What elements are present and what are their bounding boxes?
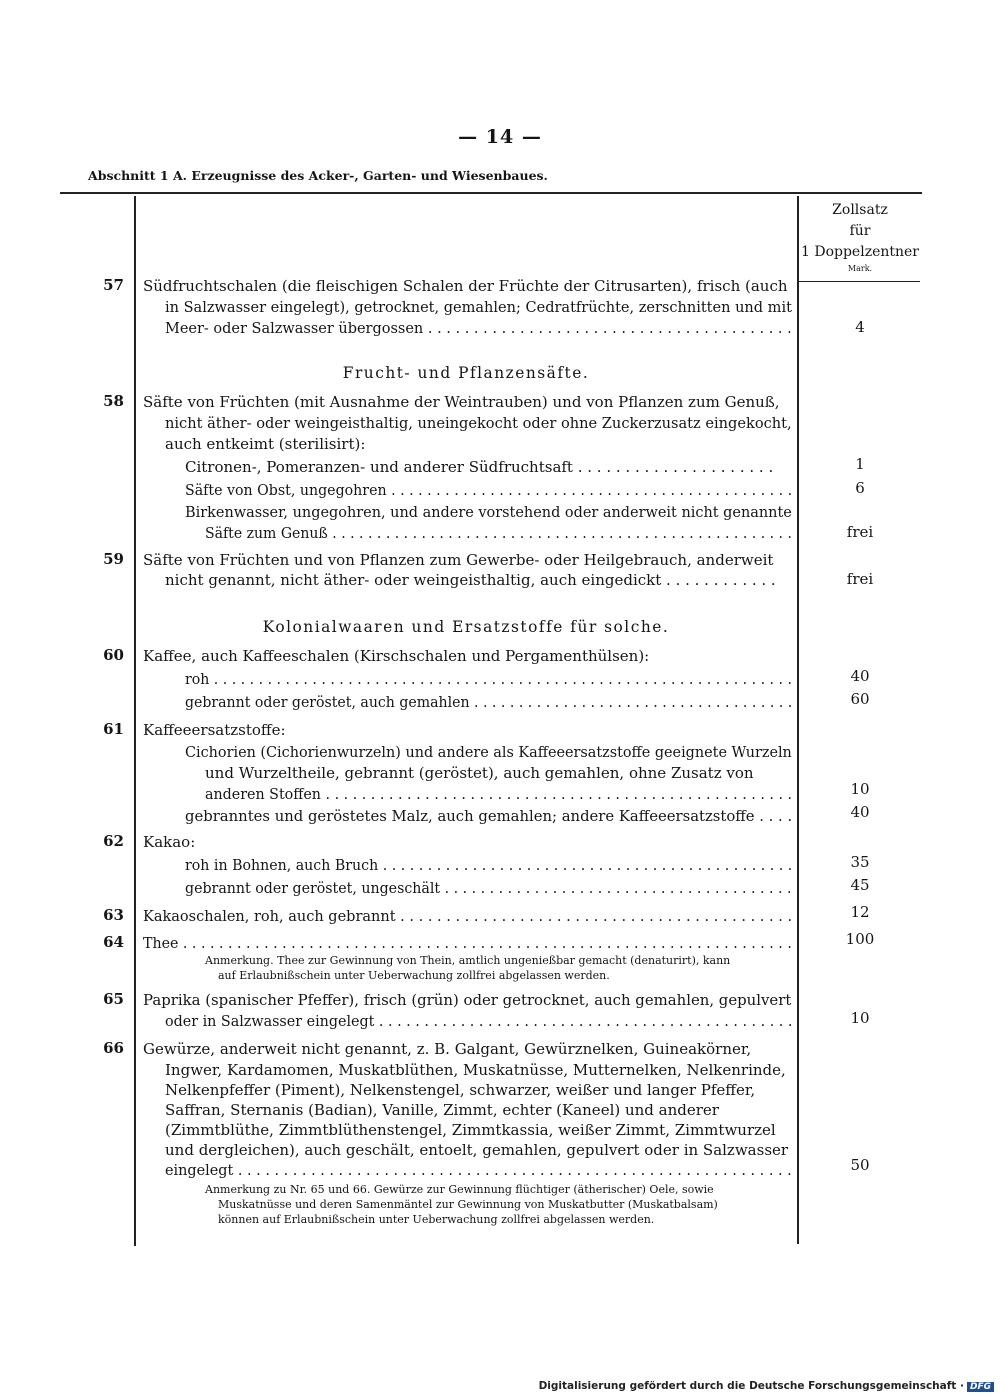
entry-subitem: gebranntes und geröstetes Malz, auch gemahlen; andere Kaffeeersatzstoffe . . . . — [185, 807, 793, 825]
rate-value: 45 — [850, 876, 870, 894]
rate-value: 10 — [850, 1009, 870, 1027]
rate-value: 50 — [850, 1156, 870, 1174]
rate-value: 60 — [850, 690, 870, 708]
entry-subitem: gebrannt oder geröstet, ungeschält . . . . . . . . . . . . . . . . . . . . . . . . . . . . . . . . . . . . . . . — [185, 879, 792, 897]
entry-text: Thee . . . . . . . . . . . . . . . . . . . . . . . . . . . . . . . . . . . . . . . . . . . . . . . . . . . . . . . . . . . . . . . . . . . . — [143, 934, 792, 952]
digitization-credit — [539, 1380, 994, 1392]
entry-text: Kaffee, auch Kaffeeschalen (Kirschschalen und Pergamenthülsen): — [143, 647, 650, 665]
rate-value: 35 — [850, 853, 870, 871]
rate-value: 4 — [855, 318, 865, 336]
entry-number: 63 — [103, 906, 124, 924]
rate-header-unit: Mark. — [847, 264, 873, 273]
entry-text: und dergleichen), auch geschält, entoelt, gemahlen, gepulvert oder in Salzwasser — [165, 1141, 789, 1159]
entry-subitem: Säfte von Obst, ungegohren . . . . . . . . . . . . . . . . . . . . . . . . . . . . . . . . . . . . . . . . . . . . . — [185, 481, 793, 499]
entry-text: oder in Salzwasser eingelegt . . . . . . . . . . . . . . . . . . . . . . . . . . . . . . . . . . . . . . . . . . . . . . — [165, 1012, 793, 1030]
entry-text: nicht äther- oder weingeisthaltig, uneingekocht oder ohne Zuckerzusatz eingekocht, — [165, 414, 792, 432]
entry-text: nicht genannt, nicht äther- oder weingeisthaltig, auch eingedickt . . . . . . . . . . . . — [165, 571, 776, 589]
rate-value: 40 — [850, 803, 870, 821]
entry-number: 61 — [103, 720, 124, 738]
entry-text: Kakaoschalen, roh, auch gebrannt . . . . . . . . . . . . . . . . . . . . . . . . . . . . . . . . . . . . . . . . . . . — [143, 907, 793, 925]
rate-header-rule — [799, 281, 920, 282]
table-top-rule — [60, 192, 922, 194]
entry-text: Meer- oder Salzwasser übergossen . . . . . . . . . . . . . . . . . . . . . . . . . . . . . . . . . . . . . . . . — [165, 319, 792, 337]
entry-text: Säfte von Früchten und von Pflanzen zum Gewerbe- oder Heilgebrauch, anderweit — [143, 551, 774, 569]
rate-value: 40 — [850, 667, 870, 685]
entry-subitem: Säfte zum Genuß . . . . . . . . . . . . . . . . . . . . . . . . . . . . . . . . . . . . . . . . . . . . . . . . . . . . — [205, 524, 792, 542]
entry-subitem: und Wurzeltheile, gebrannt (geröstet), auch gemahlen, ohne Zusatz von — [205, 764, 754, 782]
annotation: auf Erlaubnißschein unter Ueberwachung zollfrei abgelassen werden. — [218, 969, 610, 982]
entry-text: Ingwer, Kardamomen, Muskatblüthen, Muskatnüsse, Mutternelken, Nelkenrinde, — [165, 1061, 786, 1079]
number-column-rule — [134, 196, 136, 1246]
rate-value: 100 — [845, 930, 875, 948]
entry-subitem: roh . . . . . . . . . . . . . . . . . . . . . . . . . . . . . . . . . . . . . . . . . . . . . . . . . . . . . . . . . . . . . . . . . — [185, 670, 792, 688]
rate-header-line2: für — [849, 223, 871, 239]
entry-text: Kakao: — [143, 833, 196, 851]
entry-number: 64 — [103, 933, 124, 951]
entry-text: Saffran, Sternanis (Badian), Vanille, Zimmt, echter (Kaneel) und anderer — [165, 1101, 719, 1119]
page-number: — 14 — — [458, 126, 542, 148]
annotation: können auf Erlaubnißschein unter Ueberwachung zollfrei abgelassen werden. — [218, 1213, 655, 1226]
annotation: Muskatnüsse und deren Samenmäntel zur Gewinnung von Muskatbutter (Muskatbalsam) — [218, 1198, 718, 1211]
entry-text: Gewürze, anderweit nicht genannt, z. B. Galgant, Gewürznelken, Guineakörner, — [143, 1040, 752, 1058]
annotation: Anmerkung zu Nr. 65 und 66. Gewürze zur Gewinnung flüchtiger (ätherischer) Oele, sowie — [205, 1183, 714, 1196]
rate-column-header — [800, 200, 920, 275]
credit-text: Digitalisierung gefördert durch die Deutsche Forschungsgemeinschaft · — [538, 1380, 964, 1392]
entry-text: in Salzwasser eingelegt), getrocknet, gemahlen; Cedratfrüchte, zerschnitten und mit — [165, 298, 792, 316]
rate-column-rule — [797, 196, 799, 1244]
rate-value: 1 — [855, 455, 865, 473]
entry-number: 65 — [103, 990, 124, 1008]
rate-value: frei — [846, 523, 874, 541]
entry-number: 62 — [103, 832, 124, 850]
entry-text: Säfte von Früchten (mit Ausnahme der Weintrauben) und von Pflanzen zum Genuß, — [143, 393, 780, 411]
entry-text: auch entkeimt (sterilisirt): — [165, 435, 366, 453]
entry-text: Nelkenpfeffer (Piment), Nelkenstengel, schwarzer, weißer und langer Pfeffer, — [165, 1081, 756, 1099]
entry-text: (Zimmtblüthe, Zimmtblüthenstengel, Zimmtkassia, weißer Zimmt, Zimmtwurzel — [165, 1121, 776, 1139]
section-header: Abschnitt 1 A. Erzeugnisse des Acker-, Garten- und Wiesenbaues. — [88, 168, 548, 183]
rate-value: frei — [846, 570, 874, 588]
entry-number: 66 — [103, 1039, 124, 1057]
entry-number: 57 — [103, 276, 124, 294]
rate-header-line1: Zollsatz — [832, 202, 888, 218]
entry-text: eingelegt . . . . . . . . . . . . . . . . . . . . . . . . . . . . . . . . . . . . . . . . . . . . . . . . . . . . . . . . . . . . . — [165, 1161, 792, 1179]
entry-number: 58 — [103, 392, 124, 410]
dfg-logo: DFG — [967, 1382, 994, 1392]
entry-number: 60 — [103, 646, 124, 664]
entry-text: Südfruchtschalen (die fleischigen Schalen der Früchte der Citrusarten), frisch (auch — [143, 277, 788, 295]
entry-subitem: roh in Bohnen, auch Bruch . . . . . . . . . . . . . . . . . . . . . . . . . . . . . . . . . . . . . . . . . . . . . . — [185, 856, 793, 874]
entry-subitem: gebrannt oder geröstet, auch gemahlen . . . . . . . . . . . . . . . . . . . . . . . . . . . . . . . . . . . . — [185, 693, 793, 711]
rate-value: 12 — [850, 903, 870, 921]
rate-value: 10 — [850, 780, 870, 798]
group-heading: Kolonialwaaren und Ersatzstoffe für solche. — [262, 618, 670, 636]
entry-subitem: Citronen-, Pomeranzen- und anderer Südfruchtsaft . . . . . . . . . . . . . . . . . . . . . — [185, 458, 774, 476]
rate-header-line3: 1 Doppelzentner — [801, 244, 919, 260]
entry-text: Paprika (spanischer Pfeffer), frisch (grün) oder getrocknet, auch gemahlen, gepulvert — [143, 991, 792, 1009]
entry-subitem: anderen Stoffen . . . . . . . . . . . . . . . . . . . . . . . . . . . . . . . . . . . . . . . . . . . . . . . . . . . . — [205, 785, 793, 803]
rate-value: 6 — [855, 479, 865, 497]
annotation: Anmerkung. Thee zur Gewinnung von Thein, amtlich ungenießbar gemacht (denaturirt), kann — [205, 954, 731, 967]
entry-subitem: Birkenwasser, ungegohren, und andere vorstehend oder anderweit nicht genannte — [185, 503, 792, 521]
group-heading: Frucht- und Pflanzensäfte. — [342, 364, 590, 382]
entry-subitem: Cichorien (Cichorienwurzeln) und andere als Kaffeeersatzstoffe geeignete Wurzeln — [185, 743, 792, 761]
entry-number: 59 — [103, 550, 124, 568]
entry-text: Kaffeeersatzstoffe: — [143, 721, 286, 739]
